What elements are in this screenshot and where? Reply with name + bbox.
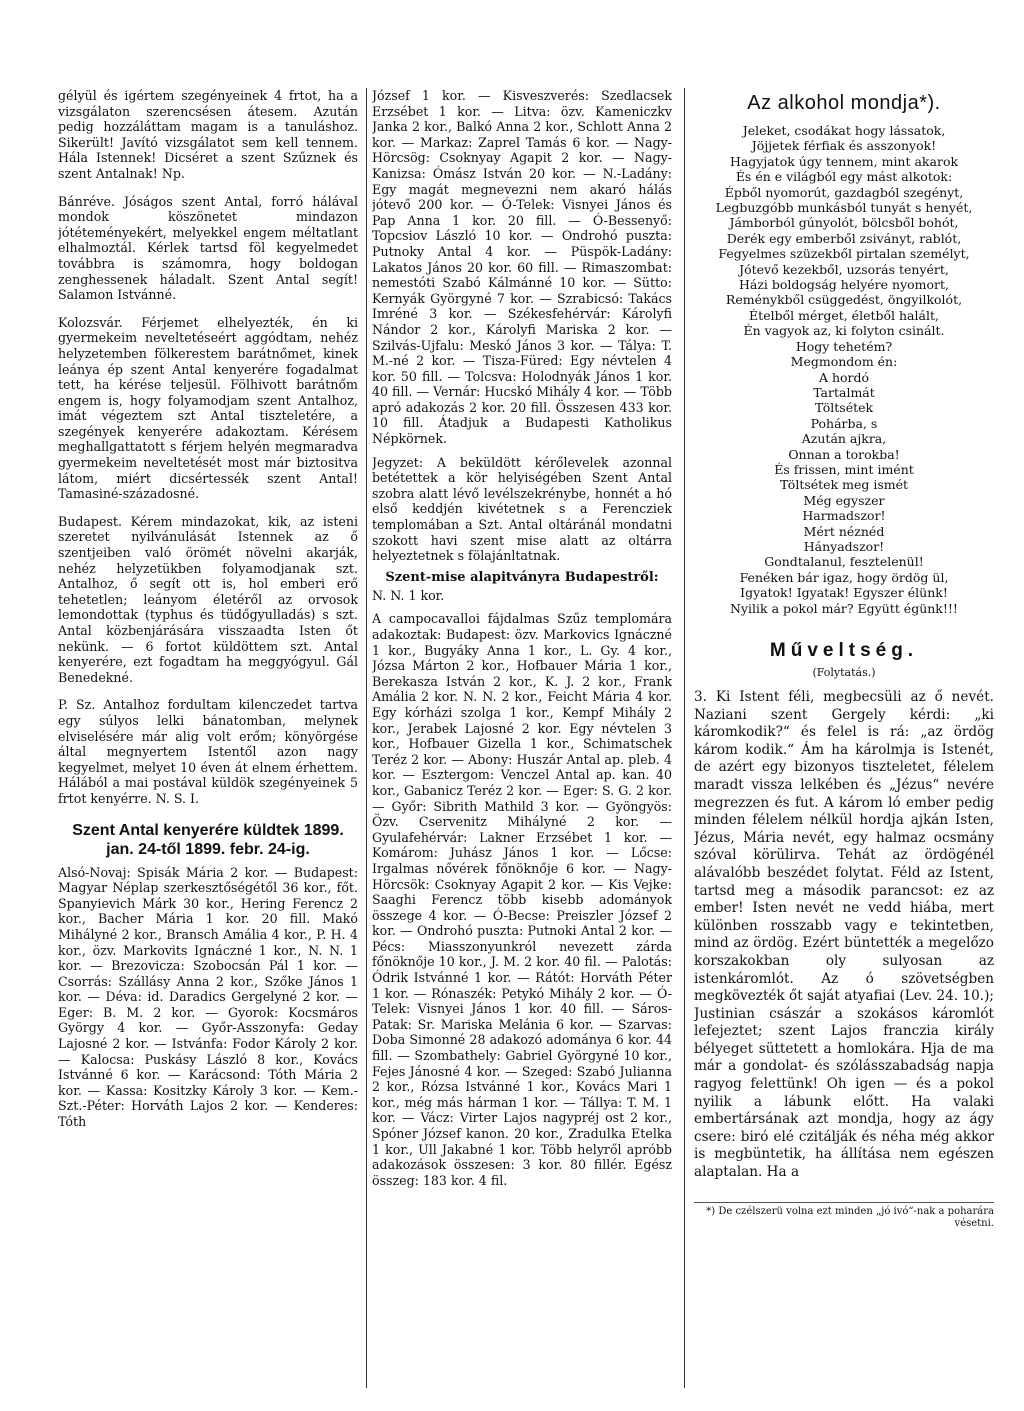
note-paragraph: Jegyzet: A beküldött kérőlevelek azonnal betétettek a kör helyiségében Szent Antal szobra alatt lévő levélszekrénybe, honnét a hó első keddjén kivétetnek s a Ferencziek templomában a Szt. Antal oltáránál mondatni szokott havi szent mise alatt az oltárra helyeztetnek s fölajánltatnak. <box>372 454 672 564</box>
poem-line: Legbuzgóbb munkásból tunyát s henyét, <box>715 200 973 216</box>
poem-line: A hordó <box>818 369 870 385</box>
poem-line: Jótevő kezekből, uzsorás tenyért, <box>739 261 949 277</box>
donations-list-continued: József 1 kor. — Kisveszverés: Szedlacsek Erzsébet 1 kor. — Litva: özv. Kameniczkv Janka 2 kor., Balkó Anna 2 kor., Schlott Anna 2 kor. — Markaz: Zaprel Tamás 6 kor. — Nagy-Hörcsög: Csoknyay Agapit 2 kor. — Nagy-Kanizsa: Ómász István 20 kor. — N.-Ladány: Egy magát megnevezni nem akaró hálás jótevő 200 kor. — Ó-Telek: Visnyei János és Pap Anna 1 kor. 20 fill. — Ó-Bessenyő: Topcsiov László 10 kor. — Ondrohó puszta: Putnoky Antal 4 kor. — Püspök-Ladány: Lakatos János 20 kor. 60 fill. — Rimaszombat: nemestóti Szabó Kálmánné 10 kor. — Sütto: Kernyák Györgyné 7 kor. — Szrabicsó: Takács Imréné 3 kor. — Székesfehérvár: Károlyfi Nándor 2 kor., Károlyfi Mariska 2 kor. — Szilvás-Ujfalu: Meskó János 3 kor. — Tálya: T. M.-né 2 kor. — Tisza-Füred: Egy névtelen 4 kor. 50 fill. — Tolcsva: Holodnyák János 1 kor. 40 fill. — Vernár: Hucskó Mihály 4 kor. — Több apró adakozás 2 kor. 20 fill. Összesen 433 kor. 10 fill. Átadjuk a Budapesti Katholikus Népkörnek. <box>372 88 672 447</box>
poem-line: Hányadszor! <box>803 538 885 554</box>
footnote: *) De czélszerü volna ezt minden „jó ivó“-nak a poharára vésetni. <box>694 1202 994 1230</box>
donations-list: Alsó-Novaj: Spisák Mária 2 kor. — Budapest: Magyar Néplap szerkesztőségétől 36 kor., főt. Spanyievich Márk 30 kor., Hering Ferencz 2 kor., Bacher Mária 1 kor. 20 fill. Makó Mihályné 2 kor., Bransch Amália 4 kor., P. H. 4 kor., özv. Markovits Ignáczné 1 kor., N. N. 1 kor. — Brezovicza: Szobocsán Pál 1 kor. — Csorrás: Szállásy Anna 2 kor., Szőke János 1 kor. — Déva: id. Daradics Gergelyné 2 kor. — Eger: B. M. 2 kor. — Gyorok: Kocsmáros György 4 kor. — Győr-Asszonyfa: Geday Lajosné 2 kor. — Istvánfa: Fodor Károly 2 kor. — Kalocsa: Puskásy László 8 kor., Kovács Istvánné 6 kor. — Karácsond: Tóth Mária 2 kor. — Kassa: Kositzky Károly 3 kor. — Kem.-Szt.-Péter: Horváth Lajos 2 kor. — Kenderes: Tóth <box>58 864 358 1130</box>
poem-title: Az alkohol mondja*). <box>747 92 941 114</box>
letter-paragraph: Bánréve. Jóságos szent Antal, forró hálával mondok köszönetet mindazon jótéteményekért, melyekkel engem méltatlant elhalmoztál. Kérlek tartsd föl kegyelmedet továbbra is számomra, hogy boldogan zenghessenek háladalt. Szent Antal segít! Salamon Istvánné. <box>58 193 358 303</box>
letter-paragraph: Kolozsvár. Férjemet elhelyezték, én ki gyermekeim neveltetéseért aggódtam, nehéz helyzetemben fölkerestem barátnőmet, kinek leánya ép szent Antal kenyerére fogadalmat tett, ha kérése teljesül. Fölhivott barátnőm engem is, hogy folyamodjam szent Antalhoz, imát végeztem szt Antal tiszteletére, a szegények kenyerére adakoztam. Kérésem meghallgattatott s férjem helyén megmaradva gyermekeim neveltetését most már biztositva látom, miért dicsértessék szent Antal! Tamasiné-századosné. <box>58 314 358 502</box>
poem-line: Gondtalanul, fesztelenül! <box>764 554 924 570</box>
letter-paragraph: Budapest. Kérem mindazokat, kik, az isteni szeretet nyilvánulását Istennek az ő szentjeiben való örömét növelni akarják, nehéz helyzetükben folyamodjanak szt. Antalhoz, ő segít ott is, hol emberi erő tehetetlen; leányom életéről az orvosok lemondottak (typhus és tüdőgyulladás) s szt. Antal közbenjárására visszaadta Isten őt nekünk. — 6 fortot küldöttem szt. Antal kenyerére, ezt fogadtam ha meggyógyul. Gál Benedekné. <box>58 513 358 685</box>
column-middle <box>372 88 672 1388</box>
campocavallo-donations: A campocavalloi fájdalmas Szűz templomára adakoztak: Budapest: özv. Markovics Ignáczné 1 kor., Bugyáky Anna 1 kor., L. Gy. 4 kor., Józsa Márton 2 kor., Hofbauer Mária 1 kor., Berekasza István 2 kor., K. J. 2 kor., Frank Amália 2 kor. N. N. 2 kor., Feicht Mária 4 kor. Egy kórházi szolga 1 kor., Kempf Mihály 2 kor., Jerabek Lajosné 2 kor. Egy névtelen 3 kor., Hofbauer Gizella 1 kor., Schimatschek Teréz 2 kor. — Abony: Huszár Antal ap. pleb. 4 kor. — Esztergom: Venczel Antal ap. kan. 40 kor., Gabanicz Teréz 2 kor. — Eger: S. G. 2 kor. — Győr: Sibrith Mathild 3 kor. — Gyöngyös: Özv. Cservenitz Mihályné 2 kor. — Gyulafehérvár: Lakner Erzsébet 1 kor. — Komárom: Juhász János 1 kor. — Lőcse: Irgalmas nővérek főnöknője 6 kor. — Nagy-Hörcsök: Csoknyay Agapit 2 kor. — Kis Vejke: Saaghi Ferencz több kisebb adományok összege 4 kor. — Ó-Becse: Preiszler József 2 kor. — Ondrohó puszta: Putnoki Antal 2 kor. — Pécs: Miasszonyunkról nevezett zárda főnöknője 10 kor., J. M. 2 kor. 40 fil. — Palotás: Ódrik Istvánné 1 kor. — Rátót: Horváth Péter 1 kor. — Rónaszék: Petykó Mihály 2 kor. — Ó-Telek: Visnyei János 1 kor. 40 fill. — Sáros-Patak: Sr. Mariska Melánia 6 kor. — Szarvas: Doba Simonné 28 adakozó adománya 6 kor. 44 fill. — Szombathely: Gabriel Györgyné 10 kor., Fejes Jánosné 4 kor. — Szeged: Szabó Julianna 2 kor., Rózsa Istvánné 1 kor., Kovács Mari 1 kor., még más hárman 1 kor. — Tállya: T. M. 1 kor. — Vácz: Virter Lajos nagypréj ost 2 kor., Spóner József kanon. 20 kor., Zradulka Etelka 1 kor., Ull Jakabné 1 kor. Több helyről apróbb adakozások összesen: 3 kor. 80 fillér. Egész összeg: 183 kor. 4 fil. <box>372 611 672 1188</box>
article-paragraph: 3. Ki Istent féli, megbecsüli az ő nevét. Naziani szent Gergely kérdi: „ki káromkodik?“ és felel is rá: „az ördög károm kodik.“ Ám ha károlmja is Istenét, de azért egy bizonyos tiszteletet, félelem maradt vissza lelkében és „Jézus“ nevére megrezzen és fut. A károm ló ember pedig minden félelem nélkül hordja ajkán Isten, Jézus, Mária nevét, egy halmaz ocsmány szóval körülirva. Tehát az ördögénél alávalóbb beszédet folytat. Féld az Istent, tartsd meg a második parancsot: ez az ember! Isten nevét ne vedd hiába, mert különben rosszabb vagy e tekintetben, mind az ördög. Ezért büntették a megelőzo korszakokban oly sulyosan az istenkáromlót. Az ó szövetségben megkövezték őt saját atyafiai (Lev. 24. 10.); Justinian császár a szokásos káromlót lefejeztet; szent Lajos franczia király bélyeget süttetett a homlokára. Hja de ma már a gondolat- és szólásszabadság napja ragyog felettünk! Oh igen — és a pokol nyilik a lábunk előtt. Ha valaki embertársának azt mondja, hogy az ágy csere: biró elé czitálják és néha még akkor is megbüntetik, ha állítása nem egészen alaptalan. Ha a <box>694 689 994 1181</box>
poem-line: Fegyelmes szüzekből pirtalan személyt, <box>718 246 970 262</box>
poem-line: És frissen, mint imént <box>774 461 914 477</box>
mass-foundation-line: N. N. 1 kor. <box>372 587 445 603</box>
poem-line: És én e világból egy mást alkotok: <box>735 169 953 185</box>
poem-line: Még egyszer <box>803 492 885 508</box>
donations-heading: Szent Antal kenyerére küldtek 1899. jan. 24-től 1899. febr. 24-ig. <box>72 821 344 858</box>
poem-line: Azután ajkra, <box>801 431 887 447</box>
poem-line: Jöjjetek férfiak és asszonyok! <box>751 138 937 154</box>
poem-line: Tartalmát <box>813 384 875 400</box>
poem-line: Hagyjatok úgy tennem, mint akarok <box>729 153 959 169</box>
letter-paragraph: gélyül és igértem szegényeinek 4 frtot, ha a vizsgálaton szerencsésen átesem. Azután pedig hozzáláttam magam is a tanuláshoz. Sikerült! Javító vizsgálatot sem kell tennem. Hála Istennek! Dicséret a szent Szűznek és szent Antalnak! Np. <box>58 88 358 181</box>
section-subtitle: (Folytatás.) <box>812 666 876 679</box>
article-body <box>694 689 994 1182</box>
poem-line: Házi boldogság helyére nyomort, <box>738 277 950 293</box>
poem-line: Jeleket, csodákat hogy lássatok, <box>742 123 946 138</box>
poem <box>694 123 994 616</box>
poem-line: Reménykből csüggedést, öngyilkolót, <box>725 292 963 308</box>
column-divider <box>366 88 367 1388</box>
poem-line: Harmadszor! <box>802 508 886 524</box>
poem-line: Ételből mérget, életből halált, <box>749 307 939 323</box>
letter-paragraph: P. Sz. Antalhoz fordultam kilenczedet tartva egy súlyos lelki bánatomban, melynek elviselésére már alig volt erőm; könyörgése által megnyertem Istentől azon nagy kegyelmet, melyet 10 éven át elnem érhettem. Hálából a mai postával küldök szegényeinek 5 frtot kenyérre. N. S. I. <box>58 697 358 806</box>
poem-line: Fenéken bár igaz, hogy ördög ül, <box>739 569 949 585</box>
poem-line: Jámborból gúnyolót, bölcsből bohót, <box>729 215 959 231</box>
poem-line: Mért néznéd <box>803 523 885 539</box>
poem-line: Épből nyomorút, gazdagból szegényt, <box>724 184 964 200</box>
column-left <box>58 88 358 1388</box>
poem-line: Nyilik a pokol már? Együtt égünk!!! <box>730 600 958 616</box>
poem-line: Töltsétek meg ismét <box>779 477 909 493</box>
poem-line: Hogy tehetém? <box>795 338 893 354</box>
poem-line: Onnan a torokba! <box>788 446 900 462</box>
mass-foundation-heading: Szent-mise alapitványra Budapestről: <box>385 569 659 585</box>
poem-line: Igyatok! Igyatak! Egyszer élünk! <box>740 585 948 601</box>
section-title: Műveltség. <box>769 640 919 661</box>
poem-line: Én vagyok az, ki folyton csinált. <box>743 323 945 339</box>
poem-line: Pohárba, s <box>810 415 878 431</box>
poem-line: Megmondom én: <box>790 354 898 370</box>
poem-line: Derék egy emberből zsiványt, rablót, <box>726 230 962 246</box>
poem-line: Töltsétek <box>814 400 874 416</box>
column-right <box>694 88 994 1388</box>
column-divider <box>684 88 685 1388</box>
